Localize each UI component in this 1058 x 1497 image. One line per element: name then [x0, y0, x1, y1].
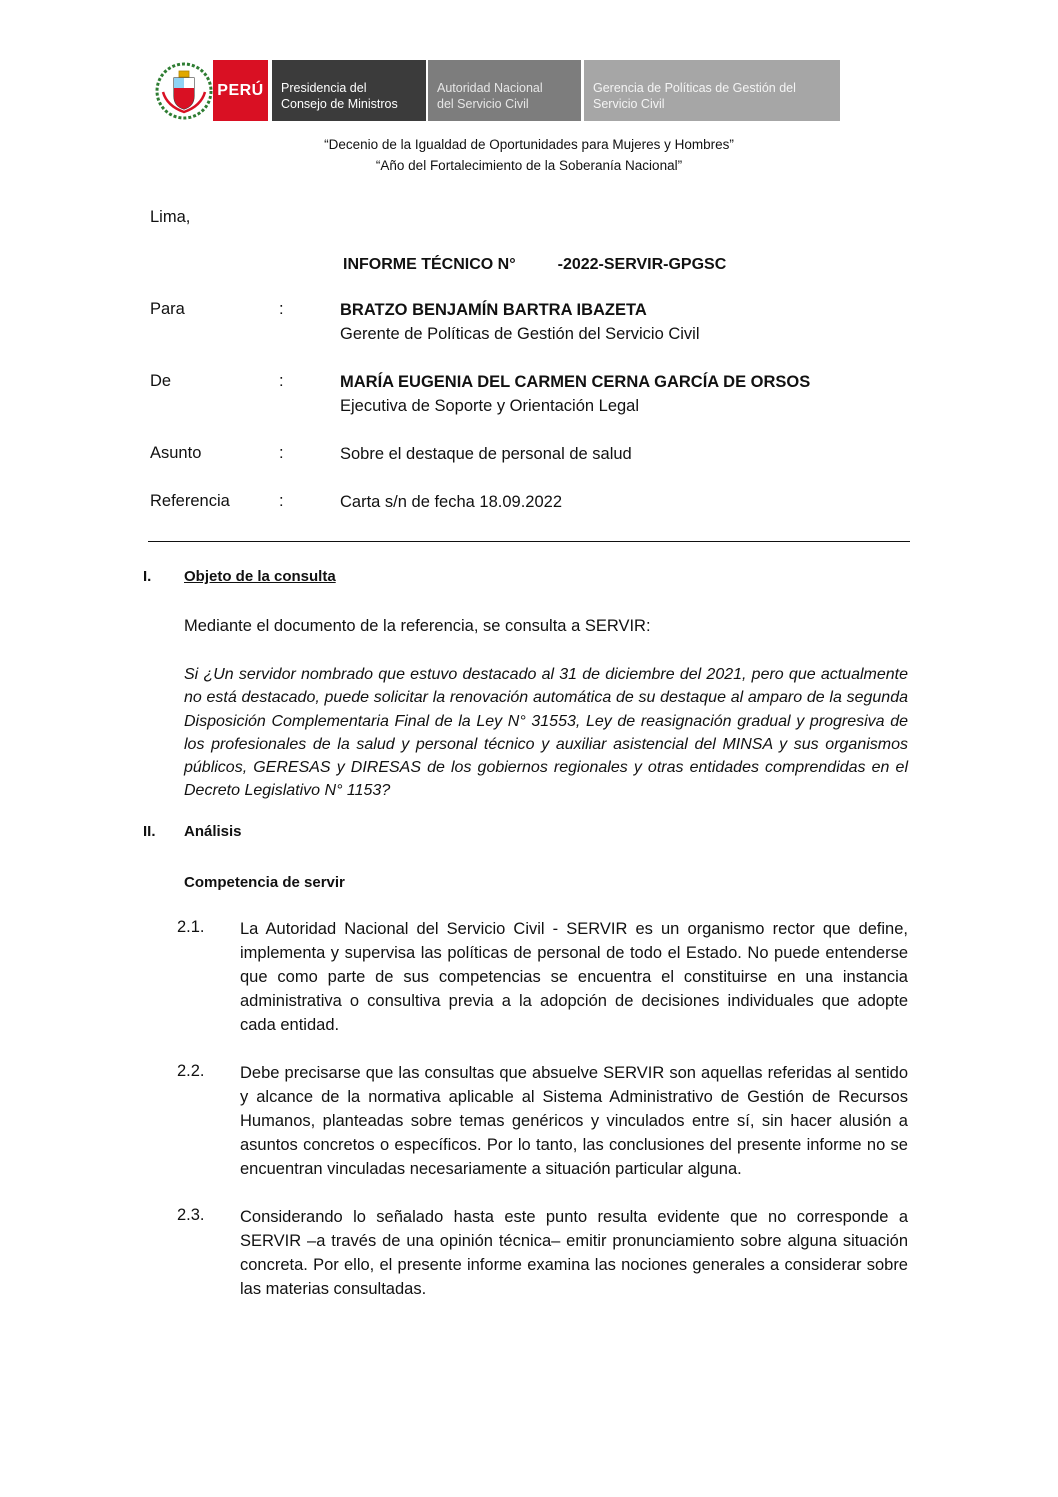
header-box-pcm: [272, 60, 426, 121]
asunto-colon: :: [279, 444, 284, 462]
referencia-colon: :: [279, 492, 284, 510]
header-box-gerencia-line2: Servicio Civil: [593, 97, 665, 111]
de-name: MARÍA EUGENIA DEL CARMEN CERNA GARCÍA DE ORSOS: [340, 373, 811, 391]
de-colon: :: [279, 372, 284, 390]
de-role: Ejecutiva de Soporte y Orientación Legal: [340, 397, 640, 415]
decree-line-2: “Año del Fortalecimiento de la Soberanía Nacional”: [375, 158, 683, 173]
peru-badge: PERÚ: [213, 60, 268, 121]
referencia-prefix: Carta s/n de fecha: [340, 493, 480, 511]
header-box-pcm-line1: Presidencia del: [281, 81, 367, 95]
de-value: [340, 370, 810, 418]
section2-number: II.: [143, 823, 156, 840]
referencia-label: Referencia: [150, 492, 230, 510]
para-value: [340, 298, 700, 346]
decree-line-1: “Decenio de la Igualdad de Oportunidades para Mujeres y Hombres”: [324, 137, 734, 152]
section2-subtitle: Competencia de servir: [184, 874, 345, 891]
section1-title: Objeto de la consulta: [184, 568, 336, 585]
header-box-gerencia-line1: Gerencia de Políticas de Gestión del: [593, 81, 796, 95]
para-name: BRATZO BENJAMÍN BARTRA IBAZETA: [340, 301, 647, 319]
title-prefix: INFORME TÉCNICO N°: [343, 256, 516, 273]
section2-title: Análisis: [184, 823, 242, 840]
referencia-date: 18.09.2022: [479, 493, 563, 511]
document-title: [343, 256, 726, 274]
item-number: 2.2.: [177, 1062, 205, 1080]
de-label: De: [150, 372, 172, 390]
section1-question: Si ¿Un servidor nombrado que estuvo destacado al 31 de diciembre del 2021, pero que actualmente no está destacado, puede solicitar la renovación automática de su destaque al amparo de la segunda Disposición Complementaria Final de la Ley N° 31553, Ley de reasignación gradual y progresiva de los profesionales de la salud y personal técnico y auxiliar asistencial del MINSA y sus organismos públicos, GERESAS y DIRESAS de los gobiernos regionales y otras entidades comprendidas en el Decreto Legislativo N° 1153?: [184, 666, 908, 800]
item-text: Debe precisarse que las consultas que absuelve SERVIR son aquellas referidas al sentido y alcance de la normativa aplicable al Sistema Administrativo de Gestión de Recursos Humanos, planteadas sobre temas genéricos y vinculados entre sí, sin hacer alusión a asuntos concretos o específicos. Por lo tanto, las conclusiones del presente informe no se encuentran vinculadas necesariamente a situación particular alguna.: [240, 1064, 908, 1178]
item-number: 2.3.: [177, 1206, 205, 1224]
para-role: Gerente de Políticas de Gestión del Servicio Civil: [340, 325, 700, 343]
section1-intro: Mediante el documento de la referencia, se consulta a SERVIR:: [184, 617, 651, 635]
header-box-gerencia: [584, 60, 840, 121]
item-number: 2.1.: [177, 918, 205, 936]
header-box-servir: [428, 60, 581, 121]
item-text: Considerando lo señalado hasta este punto resulta evidente que no corresponde a SERVIR –a través de una opinión técnica– emitir pronunciamiento sobre alguna situación concreta. Por ello, el presente informe examina las nociones generales a considerar sobre las materias consultadas.: [240, 1208, 908, 1298]
para-label: Para: [150, 300, 185, 318]
header-divider: [148, 541, 910, 542]
para-colon: :: [279, 300, 284, 318]
referencia-value: [340, 490, 562, 514]
asunto-label: Asunto: [150, 444, 202, 462]
header-box-servir-line2: del Servicio Civil: [437, 97, 529, 111]
place-line: Lima,: [150, 208, 191, 226]
coat-of-arms-icon: [155, 62, 213, 120]
header-box-pcm-line2: Consejo de Ministros: [281, 97, 398, 111]
header-box-servir-line1: Autoridad Nacional: [437, 81, 543, 95]
asunto-value: Sobre el destaque de personal de salud: [340, 445, 632, 463]
letterhead: [155, 60, 845, 121]
title-number: -2022-SERVIR-GPGSC: [557, 256, 727, 273]
item-text: La Autoridad Nacional del Servicio Civil - SERVIR es un organismo rector que define, implementa y supervisa las políticas de personal de todo el Estado. No puede entenderse que como parte de sus competencias se encuentra el constituirse en una instancia administrativa o consultiva previa a la adopción de decisiones individuales que adopte cada entidad.: [240, 920, 908, 1034]
section1-number: I.: [143, 568, 152, 585]
